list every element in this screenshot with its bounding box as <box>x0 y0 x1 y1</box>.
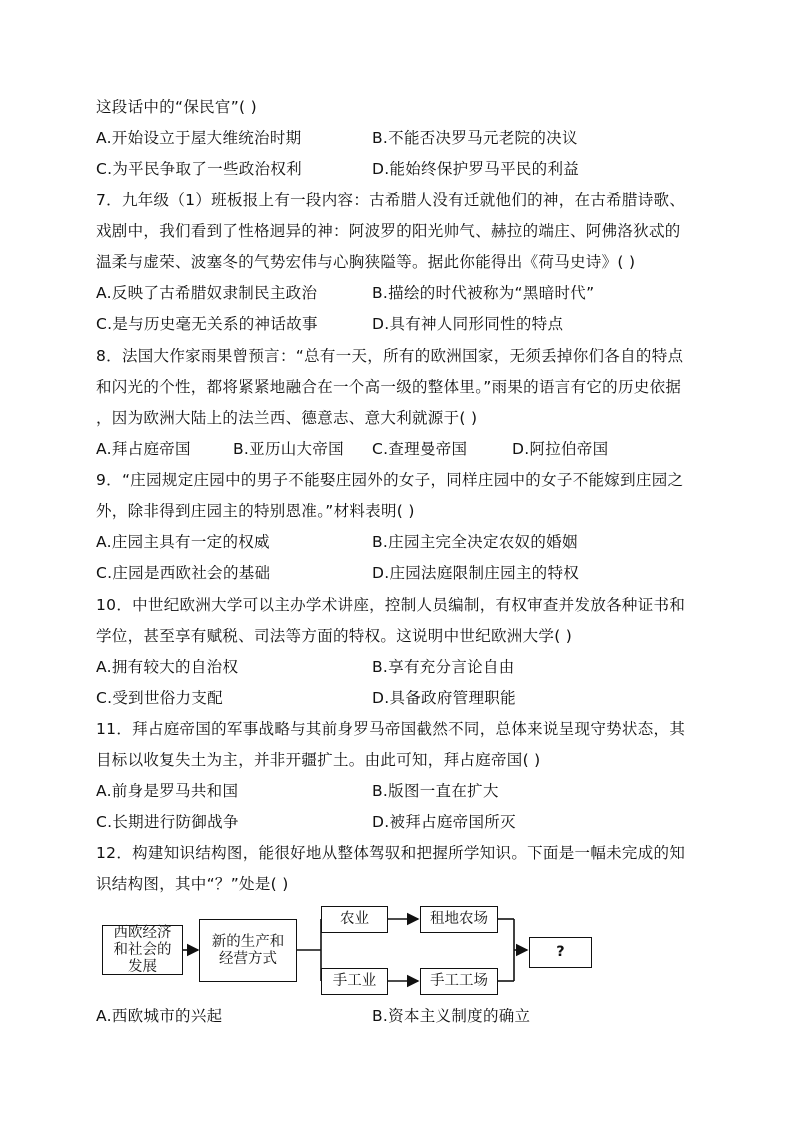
q7-stem-line1: 7．九年级（1）班板报上有一段内容：古希腊人没有迁就他们的神，在古希腊诗歌、 <box>96 191 686 209</box>
box-handicraft: 手工业 <box>321 968 388 995</box>
q6-option-d[interactable]: D.能始终保护罗马平民的利益 <box>372 160 580 178</box>
q11-stem-line1: 11．拜占庭帝国的军事战略与其前身罗马帝国截然不同，总体来说呈现守势状态，其 <box>96 720 686 738</box>
box-rented-farm: 租地农场 <box>420 906 498 933</box>
q12-stem-line2: 识结构图，其中“？”处是( ) <box>96 875 289 893</box>
q8-option-b[interactable]: B.亚历山大帝国 <box>233 440 344 458</box>
q6-option-c[interactable]: C.为平民争取了一些政治权利 <box>96 160 302 178</box>
box1-line3: 发展 <box>128 958 157 975</box>
q12-option-b[interactable]: B.资本主义制度的确立 <box>372 1007 531 1025</box>
q8-option-c[interactable]: C.查理曼帝国 <box>372 440 468 458</box>
q11-option-d[interactable]: D.被拜占庭帝国所灭 <box>372 813 516 831</box>
box1-line2: 和社会的 <box>113 941 172 958</box>
q7-stem-line2: 戏剧中，我们看到了性格迥异的神：阿波罗的阳光帅气、赫拉的端庄、阿佛洛狄忒的 <box>96 222 681 240</box>
q11-option-b[interactable]: B.版图一直在扩大 <box>372 782 499 800</box>
q8-stem-line2: 和闪光的个性，都将紧紧地融合在一个高一级的整体里。”雨果的语言有它的历史依据 <box>96 378 682 396</box>
q7-option-c[interactable]: C.是与历史毫无关系的神话故事 <box>96 315 318 333</box>
q11-stem-line2: 目标以收复失土为主，并非开疆扩土。由此可知，拜占庭帝国( ) <box>96 751 541 769</box>
q10-option-d[interactable]: D.具备政府管理职能 <box>372 689 516 707</box>
q10-option-c[interactable]: C.受到世俗力支配 <box>96 689 223 707</box>
box-new-production-methods <box>199 919 297 982</box>
box2-line1: 新的生产和 <box>211 933 285 950</box>
q10-stem-line2: 学位，甚至享有赋税、司法等方面的特权。这说明中世纪欧洲大学( ) <box>96 627 573 645</box>
q6-option-a[interactable]: A.开始设立于屋大维统治时期 <box>96 129 302 147</box>
q10-option-a[interactable]: A.拥有较大的自治权 <box>96 658 239 676</box>
q8-option-d[interactable]: D.阿拉伯帝国 <box>512 440 609 458</box>
q12-option-a[interactable]: A.西欧城市的兴起 <box>96 1007 223 1025</box>
q7-stem-line3: 温柔与虚荣、波塞冬的气势宏伟与心胸狭隘等。据此你能得出《荷马史诗》( ) <box>96 253 636 271</box>
q9-stem-line1: 9．“庄园规定庄园中的男子不能娶庄园外的女子，同样庄园中的女子不能嫁到庄园之 <box>96 471 684 489</box>
box1-line1: 西欧经济 <box>113 924 172 941</box>
q11-option-a[interactable]: A.前身是罗马共和国 <box>96 782 239 800</box>
q10-option-b[interactable]: B.享有充分言论自由 <box>372 658 515 676</box>
q9-stem-line2: 外，除非得到庄园主的特别恩准。”材料表明( ) <box>96 502 415 520</box>
box-unknown: ? <box>529 937 592 968</box>
q6-stem-end: 这段话中的“保民官”( ) <box>96 98 257 116</box>
q8-option-a[interactable]: A.拜占庭帝国 <box>96 440 191 458</box>
box-workshop: 手工工场 <box>420 968 498 995</box>
q8-stem-line1: 8．法国大作家雨果曾预言：“总有一天，所有的欧洲国家，无须丢掉你们各自的特点 <box>96 347 684 365</box>
q6-option-b[interactable]: B.不能否决罗马元老院的决议 <box>372 129 578 147</box>
q10-stem-line1: 10．中世纪欧洲大学可以主办学术讲座，控制人员编制，有权审查并发放各种证书和 <box>96 596 686 614</box>
q9-option-b[interactable]: B.庄园主完全决定农奴的婚姻 <box>372 533 578 551</box>
q9-option-d[interactable]: D.庄园法庭限制庄园主的特权 <box>372 564 580 582</box>
q9-option-a[interactable]: A.庄园主具有一定的权威 <box>96 533 270 551</box>
q7-option-d[interactable]: D.具有神人同形同性的特点 <box>372 315 564 333</box>
box-west-europe-development <box>102 925 183 975</box>
q8-stem-line3: ，因为欧洲大陆上的法兰西、德意志、意大利就源于( ) <box>96 409 478 427</box>
q7-option-a[interactable]: A.反映了古希腊奴隶制民主政治 <box>96 284 318 302</box>
box-agriculture: 农业 <box>321 906 388 933</box>
q12-stem-line1: 12．构建知识结构图，能很好地从整体驾驭和把握所学知识。下面是一幅未完成的知 <box>96 844 686 862</box>
q9-option-c[interactable]: C.庄园是西欧社会的基础 <box>96 564 271 582</box>
box2-line2: 经营方式 <box>219 950 277 967</box>
q11-option-c[interactable]: C.长期进行防御战争 <box>96 813 239 831</box>
q7-option-b[interactable]: B.描绘的时代被称为“黑暗时代” <box>372 284 595 302</box>
